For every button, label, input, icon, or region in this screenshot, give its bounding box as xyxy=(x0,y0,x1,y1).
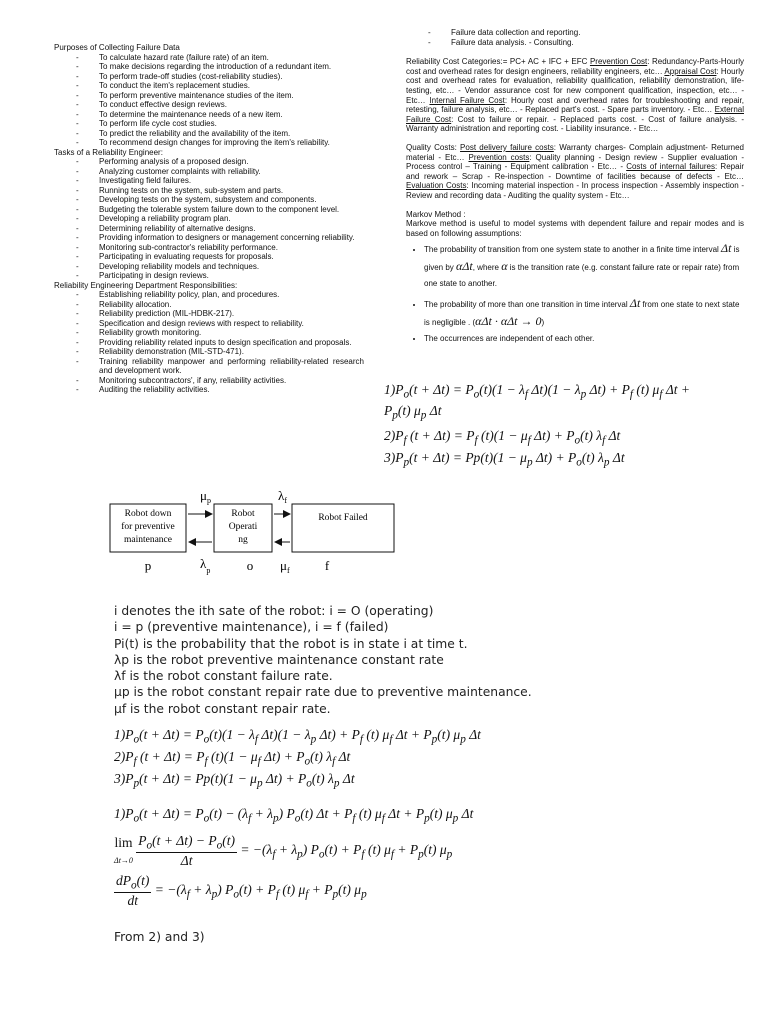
state-diagram xyxy=(108,486,398,586)
definitions-block xyxy=(114,603,532,717)
state-label-p: p xyxy=(144,558,152,573)
equation-expanded: $1)P_o(t + \Delta t) = P_o(t) - (\lambda_f + \lambda_p)$ $P_o(t) \Delta t + P_f$ (t) $\mu_f$ $\Delta t + P_p(t)$ $\mu_p$ Δt xyxy=(114,806,474,825)
cost-appraisal-text: : Hourly cost and overhead rates for evaluation, reliability qualification, reliability demonstration, life-testing, etc… - Vendor assurance cost for new component qualification, inspection, etc… - Etc… xyxy=(406,66,745,105)
list-item: - To recommend design changes for improving the item's reliability. xyxy=(54,138,364,148)
box-mid-line-1: Robot xyxy=(231,509,255,519)
assumption-2 xyxy=(424,295,744,331)
quality-internal-text: : Repair and rework – Scrap - Re-inspection - Downtime of facilities because of defects - Etc… xyxy=(406,162,745,181)
cost-internal-label: Internal Failure Cost xyxy=(429,95,505,105)
cost-paragraph xyxy=(406,57,744,134)
list-item: - To perform life cycle cost studies. xyxy=(54,119,364,129)
state-label-o: o xyxy=(246,558,254,573)
dept-title: Reliability Engineering Department Responsibilities: xyxy=(54,280,238,290)
definition-line: λp is the robot preventive maintenance constant rate xyxy=(114,652,444,667)
list-item: - To determine the maintenance needs of a new item. xyxy=(54,110,364,120)
cost-internal-text: : Hourly cost and overhead rates for troubleshooting and repair, retesting, failure analysis, etc… - Replaced part's cost. - Spare parts inventory. - Etc… xyxy=(406,95,744,115)
cost-appraisal-label: Appraisal Cost xyxy=(664,66,717,76)
assumption-1-text-d: is the transition rate (e.g. constant failure rate or repair rate) from one state to another. xyxy=(424,263,740,289)
assumption-1-text-c: , where xyxy=(472,263,499,273)
assumption-2-text-a: The probability of more than one transition in time interval xyxy=(424,300,628,310)
list-item: - Monitoring sub-contractor's reliability performance. xyxy=(54,243,364,253)
delta-t-math-2: Δt xyxy=(629,296,641,311)
tasks-list xyxy=(54,157,364,281)
equation-r1-cont: $P_p(t)$ $\mu_p$ Δt xyxy=(384,403,442,422)
alpha-product-math: αΔt · αΔt → 0 xyxy=(475,314,542,329)
list-item: - Reliability growth monitoring. xyxy=(54,328,364,338)
assumption-3: • The occurrences are independent of each other. xyxy=(424,334,744,344)
list-item: - Determining reliability of alternative designs. xyxy=(54,224,364,234)
markov-assumptions xyxy=(406,240,744,344)
quality-intro: Quality Costs: xyxy=(406,142,461,152)
right-column xyxy=(406,28,744,347)
quality-paragraph xyxy=(406,143,744,201)
markov-intro: Markove method is useful to model systems with dependent failure and repair modes and is based on following assumptions: xyxy=(406,219,744,238)
quality-eval-text: : Incoming material inspection - In process inspection - Assembly inspection - Review and recording data - Auditing the quality system - Etc… xyxy=(406,181,744,200)
list-item: - To make decisions regarding the introduction of a redundant item. xyxy=(54,62,364,72)
list-item: - Providing information to designers or management concerning reliability. xyxy=(54,233,364,243)
dept-list xyxy=(54,290,364,395)
list-item: - To conduct the item's replacement studies. xyxy=(54,81,364,91)
label-mu-f: $\mu_f$ xyxy=(280,558,290,575)
delta-t-math: Δt xyxy=(721,241,732,256)
list-item: - Providing reliability related inputs to design specification and proposals. xyxy=(54,338,364,348)
label-mu-p: $\mu_p$ xyxy=(200,488,211,505)
cost-external-label: External Failure Cost xyxy=(406,105,744,124)
list-item: - To perform preventive maintenance studies of the item. xyxy=(54,91,364,101)
list-item: - Running tests on the system, sub-system and parts. xyxy=(54,186,364,196)
box-left-line-3: maintenance xyxy=(123,535,173,545)
assumption-2-text-c: ) xyxy=(541,318,545,328)
equation-r2: $2)P_f$ $(t + \Delta t) = P_f$ $(t)(1 - \mu_f$ $\Delta t) + P_o(t)$ $\lambda_f$ Δt xyxy=(384,428,621,447)
quality-post-label: Post delivery failure costs xyxy=(460,142,554,152)
definition-line: i = p (preventive maintenance), i = f (failed) xyxy=(114,620,389,635)
list-item: - Developing tests on the system, subsystem and components. xyxy=(54,195,364,205)
equation-b3: $3)P_p(t + \Delta t) = Pp(t)(1 - \mu_p$ $\Delta t) + P_o(t)$ $\lambda_p$ Δt xyxy=(114,771,355,790)
list-item: - To calculate hazard rate (failure rate) of an item. xyxy=(54,53,364,63)
list-item: - Reliability prediction (MIL-HDBK-217). xyxy=(54,309,364,319)
box-left-line-2: for preventive xyxy=(121,522,175,532)
alpha-math: α xyxy=(501,259,508,274)
alpha-delta-t-math: αΔt xyxy=(456,259,473,274)
box-mid-line-3: ng xyxy=(238,535,248,545)
definition-line: i denotes the ith sate of the robot: i = O (operating) xyxy=(114,604,434,618)
from-text: From 2) and 3) xyxy=(114,930,205,944)
label-lambda-f: $\lambda_f$ xyxy=(278,488,287,505)
equation-limit: lim Δt→0 $\frac{P_o(t + \Delta t) - P_o(t)}{\Delta t}$ = $-(\lambda_f + \lambda_p) P_o(t) + P_f$ (t) $\mu_f + P_p(t)$ $\mu_p$ xyxy=(114,833,453,868)
list-item: - Participating in evaluating requests for proposals. xyxy=(54,252,364,262)
list-item: - Monitoring subcontractors', if any, reliability activities. xyxy=(54,376,364,386)
definition-line: μf is the robot constant repair rate. xyxy=(114,701,331,716)
list-item: - To predict the reliability and the availability of the item. xyxy=(54,129,364,139)
cost-prevention-text: : Redundancy-Parts-Hourly cost and overhead rates for design engineers, reliability engineers, etc… xyxy=(406,57,745,76)
box-left-line-1: Robot down xyxy=(124,509,172,519)
list-item: - Reliability demonstration (MIL-STD-471). xyxy=(54,347,364,357)
list-item: - Developing reliability models and techniques. xyxy=(54,262,364,272)
box-right-label: Robot Failed xyxy=(318,513,368,523)
quality-prev-text: : Quality planning - Design review - Supplier evaluation - Process control – Training - Equipment calibration - Etc… - xyxy=(406,152,745,172)
purposes-title: Purposes of Collecting Failure Data xyxy=(54,43,180,52)
cost-intro: Reliability Cost Categories:= PC+ AC + IFC + EFC xyxy=(406,57,590,67)
assumption-1-text-b: is given by xyxy=(424,245,740,273)
equation-r3: $3)P_p(t + \Delta t) = Pp(t)(1 - \mu_p$ $\Delta t) + P_o(t)$ $\lambda_p$ Δt xyxy=(384,450,625,469)
assumption-2-text-b: from one state to next state is negligible . ( xyxy=(424,300,740,328)
list-item: - Training reliability manpower and performing reliability-related research and development work. xyxy=(54,357,364,376)
box-mid-line-2: Operati xyxy=(228,522,258,532)
list-item: - Budgeting the tolerable system failure down to the component level. xyxy=(54,205,364,215)
quality-post-text: : Warranty charges- Complain adjustment- Returned material - Etc… xyxy=(406,142,744,162)
list-item: - Developing a reliability program plan. xyxy=(54,214,364,224)
state-label-f: f xyxy=(324,558,330,573)
equation-b2: $2)P_f$ $(t + \Delta t) = P_f$ $(t)(1 - \mu_f$ $\Delta t) + P_o(t)$ $\lambda_f$ Δt xyxy=(114,749,351,768)
definition-line: μp is the robot constant repair rate due to preventive maintenance. xyxy=(114,685,532,700)
cost-external-text: : Cost to failure or repair. - Replaced parts cost. - Cost of failure analysis. - Warranty administration and reporting cost. - Liability insurance. - Etc… xyxy=(406,114,745,134)
left-column xyxy=(54,43,364,395)
list-item: - Failure data analysis. - Consulting. xyxy=(406,38,744,48)
equation-derivative: $\frac{dP_o(t)}{dt}$ = $-(\lambda_f + \lambda_p) P_o(t) + P_f$ (t) $\mu_f + P_p(t)$ $\mu_p$ xyxy=(116,873,367,908)
list-item: - To perform trade-off studies (cost-reliability studies). xyxy=(54,72,364,82)
list-item: - Investigating field failures. xyxy=(54,176,364,186)
definition-line: Pi(t) is the probability that the robot is in state i at time t. xyxy=(114,636,468,651)
assumption-1-text-a: The probability of transition from one system state to another in a finite time interval xyxy=(424,245,719,255)
list-item: - Performing analysis of a proposed design. xyxy=(54,157,364,167)
list-item: - Auditing the reliability activities. xyxy=(54,385,364,395)
purposes-list xyxy=(54,53,364,148)
list-item: - To conduct effective design reviews. xyxy=(54,100,364,110)
list-item: - Specification and design reviews with respect to reliability. xyxy=(54,319,364,329)
list-item: - Participating in design reviews. xyxy=(54,271,364,281)
tasks-title: Tasks of a Reliability Engineer: xyxy=(54,147,163,157)
list-item: - Failure data collection and reporting. xyxy=(406,28,744,38)
list-item: - Establishing reliability policy, plan, and procedures. xyxy=(54,290,364,300)
equation-r1: $1)P_o(t + \Delta t) = P_o(t)(1 - \lambda_f$ $\Delta t)(1 - \lambda_p$ $\Delta t) + P_f$ (t) $\mu_f$ Δt + xyxy=(384,382,691,401)
label-lambda-p: $\lambda_p$ xyxy=(200,556,211,575)
top-items-list xyxy=(406,28,744,47)
box-failed xyxy=(292,504,394,552)
definition-line: λf is the robot constant failure rate. xyxy=(114,669,333,684)
equation-b1: $1)P_o(t + \Delta t) = P_o(t)(1 - \lambda_f$ $\Delta t)(1 - \lambda_p$ $\Delta t) + P_f$ (t) $\mu_f$ $\Delta t + P_p(t)$ $\mu_p$ Δt xyxy=(114,727,481,746)
quality-eval-label: Evaluation Costs xyxy=(406,181,467,191)
cost-prevention-label: Prevention Cost xyxy=(589,57,648,67)
assumption-1 xyxy=(424,240,744,292)
markov-title: Markov Method : xyxy=(406,209,466,219)
list-item: - Analyzing customer complaints with reliability. xyxy=(54,167,364,177)
quality-prev-label: Prevention costs xyxy=(468,152,530,162)
quality-internal-label: Costs of internal failures xyxy=(626,162,715,172)
list-item: - Reliability allocation. xyxy=(54,300,364,310)
